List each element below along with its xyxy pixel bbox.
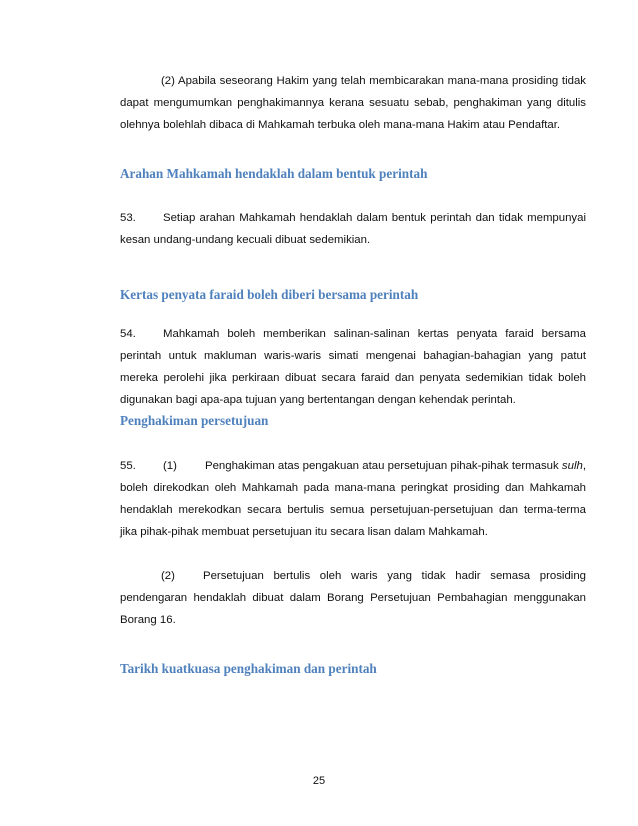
section-55-2 bbox=[120, 565, 586, 631]
section-heading-arahan: Arahan Mahkamah hendaklah dalam bentuk perintah bbox=[120, 166, 428, 181]
section-55-1 bbox=[120, 455, 586, 543]
section-number: 53. bbox=[120, 212, 136, 224]
section-54 bbox=[120, 323, 586, 411]
page-number: 25 bbox=[312, 775, 326, 787]
section-heading-kertas-penyata: Kertas penyata faraid boleh diberi bersama perintah bbox=[120, 287, 419, 302]
section-heading-tarikh-kuatkuasa: Tarikh kuatkuasa penghakiman dan perintah bbox=[120, 661, 377, 676]
italic-term-sulh: sulh bbox=[561, 460, 583, 472]
section-text-before: Penghakiman atas pengakuan atau persetujuan pihak-pihak termasuk bbox=[205, 460, 562, 472]
section-text: Setiap arahan Mahkamah hendaklah dalam bentuk perintah dan tidak mempunyai kesan undang-undang kecuali dibuat sedemikian. bbox=[120, 212, 586, 246]
section-heading-penghakiman-persetujuan: Penghakiman persetujuan bbox=[120, 413, 269, 428]
section-text-after: , boleh direkodkan oleh Mahkamah pada mana-mana peringkat prosiding dan Mahkamah hendaklah merekodkan secara bertulis semua persetujuan-persetujuan dan terma-terma jika pihak-pihak membuat persetujuan itu secara lisan dalam Mahkamah. bbox=[120, 460, 586, 538]
section-number: 54. bbox=[120, 328, 136, 340]
subsection-number: (1) bbox=[163, 460, 177, 472]
section-text: Persetujuan bertulis oleh waris yang tidak hadir semasa prosiding pendengaran hendaklah dibuat dalam Borang Persetujuan Pembahagian menggunakan Borang 16. bbox=[120, 570, 586, 626]
section-53 bbox=[120, 207, 586, 251]
section-text: Mahkamah boleh memberikan salinan-salinan kertas penyata faraid bersama perintah untuk makluman waris-waris simati mengenai bahagian-bahagian yang patut mereka perolehi jika perkiraan dibuat secara faraid dan penyata sedemikian tidak boleh digunakan bagi apa-apa tujuan yang bertentangan dengan kehendak perintah. bbox=[120, 328, 586, 406]
section-number: 55. bbox=[120, 460, 136, 472]
paragraph-52-2: (2) Apabila seseorang Hakim yang telah membicarakan mana-mana prosiding tidak dapat mengumumkan penghakimannya kerana sesuatu sebab, penghakiman yang ditulis olehnya bolehlah dibaca di Mahkamah terbuka oleh mana-mana Hakim atau Pendaftar. bbox=[120, 75, 586, 131]
subsection-number: (2) bbox=[161, 570, 175, 582]
